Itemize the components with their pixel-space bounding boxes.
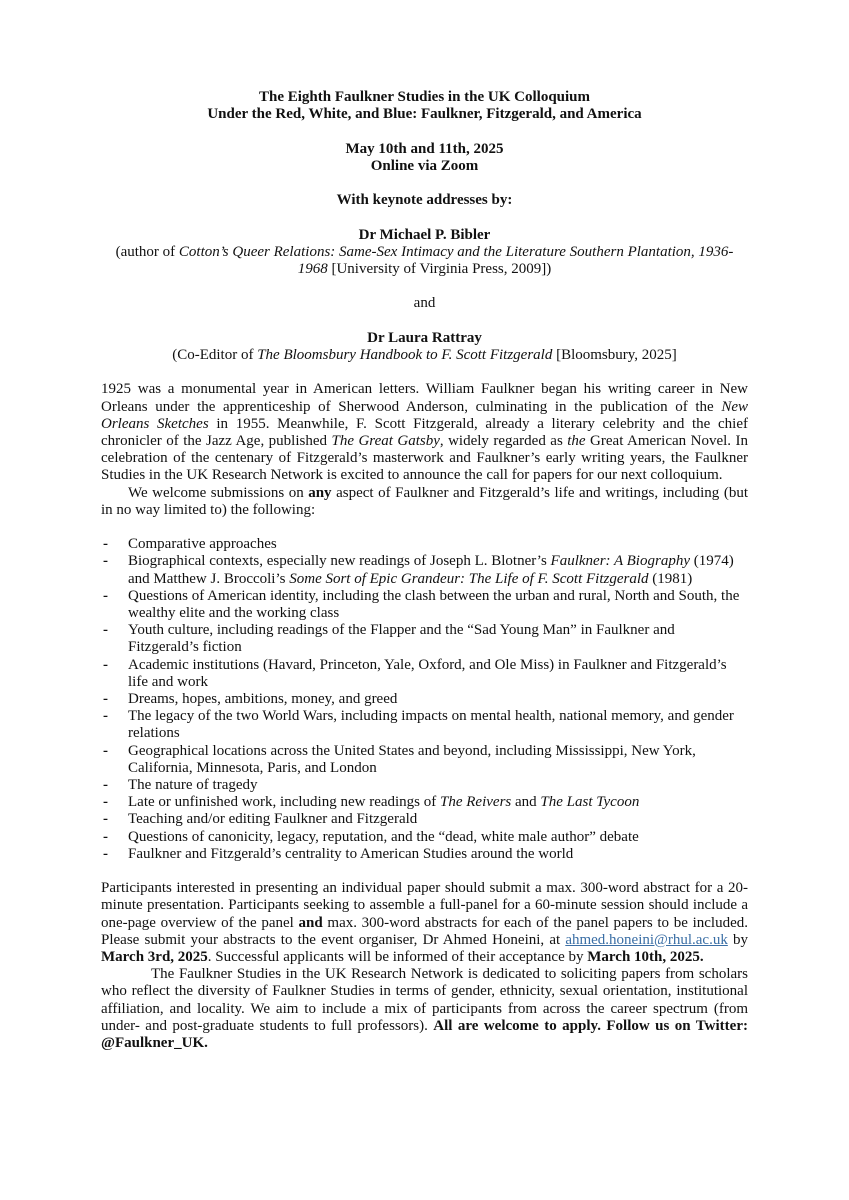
document-page bbox=[101, 89, 748, 1052]
topic-item bbox=[101, 691, 748, 708]
keynote-2-description bbox=[101, 347, 748, 364]
bold-text: All are welcome to apply. Follow us on Twitter: @Faulkner_UK. bbox=[101, 1017, 748, 1052]
topic-item bbox=[101, 829, 748, 846]
bullet-dash-icon: - bbox=[103, 708, 108, 725]
bullet-dash-icon: - bbox=[103, 828, 108, 845]
bold-text: any bbox=[308, 484, 332, 501]
bullet-dash-icon: - bbox=[103, 622, 108, 639]
email-link[interactable]: ahmed.honeini@rhul.ac.uk bbox=[565, 931, 728, 948]
text-segment: Dreams, hopes, ambitions, money, and greed bbox=[128, 691, 398, 707]
diversity-paragraph bbox=[101, 966, 748, 1052]
text-segment: and bbox=[511, 794, 541, 811]
text-segment: The legacy of the two World Wars, including impacts on mental health, national memory, and gender relations bbox=[128, 708, 734, 742]
text-segment: (author of bbox=[115, 243, 179, 260]
bullet-dash-icon: - bbox=[103, 536, 108, 553]
italic-text: the bbox=[567, 432, 586, 449]
italic-text: The Bloomsbury Handbook to F. Scott Fitzgerald bbox=[257, 346, 553, 363]
topic-item bbox=[101, 846, 748, 863]
bullet-dash-icon: - bbox=[103, 777, 108, 794]
and-separator: and bbox=[413, 295, 436, 312]
italic-text: The Great Gatsby bbox=[331, 432, 440, 449]
bullet-dash-icon: - bbox=[103, 691, 108, 707]
text-segment: . Successful applicants will be informed of their acceptance by bbox=[207, 949, 588, 966]
text-segment: [University of Virginia Press, 2009]) bbox=[327, 260, 552, 277]
text-segment: (1974) and Matthew J. Broccoli’s bbox=[128, 553, 734, 587]
bullet-dash-icon: - bbox=[103, 656, 108, 673]
text-segment: in 1955. Meanwhile, F. Scott Fitzgerald, already a literary celebrity and the chief chronicler of the Jazz Age, published bbox=[101, 415, 749, 449]
bold-text: and bbox=[298, 914, 323, 931]
text-segment: Teaching and/or editing Faulkner and Fitzgerald bbox=[128, 811, 418, 828]
text-segment: Comparative approaches bbox=[128, 536, 277, 553]
text-segment: Geographical locations across the United States and beyond, including Mississippi, New York, California, Minnesota, Paris, and London bbox=[128, 742, 696, 776]
event-date: May 10th and 11th, 2025 bbox=[345, 140, 504, 157]
event-title bbox=[101, 89, 748, 123]
topic-item bbox=[101, 536, 748, 553]
text-segment: Participants interested in presenting an individual paper should submit a max. 300-word abstract for a 20-minute presentation. Participants seeking to assemble a full-panel for a 60-minute session should include a one-page overview of the panel bbox=[101, 880, 748, 931]
topic-item bbox=[101, 622, 748, 656]
topic-item bbox=[101, 708, 748, 742]
text-segment: Questions of American identity, including the clash between the urban and rural, North and South, the wealthy elite and the working class bbox=[128, 587, 740, 621]
keynote-2-name: Dr Laura Rattray bbox=[367, 329, 482, 346]
bullet-dash-icon: - bbox=[103, 587, 108, 604]
text-segment: aspect of Faulkner and Fitzgerald’s life and writings, including (but in no way limited to) the following: bbox=[101, 484, 748, 518]
text-segment: The Faulkner Studies in the UK Research Network is dedicated to soliciting papers from scholars who reflect the diversity of Faulkner Studies in terms of gender, ethnicity, sexual orientation, institutional affiliation, and locality. We aim to include a mix of participants from across the career spectrum (from under- and post-graduate students to full professors). bbox=[101, 966, 748, 1034]
topic-item bbox=[101, 553, 748, 587]
title-line-2: Under the Red, White, and Blue: Faulkner, Fitzgerald, and America bbox=[207, 106, 642, 123]
event-venue: Online via Zoom bbox=[370, 157, 479, 174]
bullet-dash-icon: - bbox=[103, 811, 108, 828]
bold-text: March 3rd, 2025 bbox=[101, 949, 208, 966]
italic-text: Faulkner: A Biography bbox=[550, 553, 690, 570]
text-segment: [Bloomsbury, 2025] bbox=[552, 346, 677, 363]
italic-text: New Orleans Sketches bbox=[101, 398, 748, 432]
topic-item bbox=[101, 794, 748, 811]
bold-text: March 10th, 2025. bbox=[587, 949, 704, 966]
keynote-intro: With keynote addresses by: bbox=[336, 192, 513, 209]
topic-item bbox=[101, 811, 748, 828]
topic-item bbox=[101, 777, 748, 794]
italic-text: Some Sort of Epic Grandeur: The Life of F. Scott Fitzgerald bbox=[289, 570, 649, 587]
welcome-paragraph bbox=[101, 485, 748, 519]
text-segment: Great American Novel. In celebration of the centenary of Fitzgerald’s masterwork and Faulkner’s early writing years, the Faulkner Studies in the UK Research Network is excited to announce the call for papers for our next colloquium. bbox=[101, 432, 748, 484]
topic-item bbox=[101, 588, 748, 622]
bullet-dash-icon: - bbox=[103, 845, 108, 862]
text-segment: Biographical contexts, especially new readings of Joseph L. Blotner’s bbox=[128, 553, 551, 570]
text-segment: by bbox=[727, 931, 749, 948]
bullet-dash-icon: - bbox=[103, 794, 108, 811]
bullet-dash-icon: - bbox=[103, 553, 108, 570]
italic-text: Cotton’s Queer Relations: Same-Sex Intimacy and the Literature Southern Plantation, 1936-1968 bbox=[178, 243, 734, 277]
topic-item bbox=[101, 743, 748, 777]
italic-text: The Reivers bbox=[440, 794, 512, 811]
text-segment: Late or unfinished work, including new readings of bbox=[128, 794, 441, 811]
keynote-1-name: Dr Michael P. Bibler bbox=[358, 226, 491, 243]
topics-list bbox=[101, 536, 748, 863]
italic-text: The Last Tycoon bbox=[540, 794, 640, 811]
text-segment: (Co-Editor of bbox=[172, 346, 258, 363]
bullet-dash-icon: - bbox=[103, 742, 108, 759]
topic-item bbox=[101, 657, 748, 691]
text-segment: , widely regarded as bbox=[439, 432, 568, 449]
intro-paragraph bbox=[101, 381, 748, 484]
text-segment: 1925 was a monumental year in American letters. William Faulkner began his writing career in New Orleans under the apprenticeship of Sherwood Anderson, culminating in the publication of the bbox=[101, 381, 748, 415]
text-segment: max. 300-word abstracts for each of the panel papers to be included. Please submit your abstracts to the event organiser, Dr Ahmed Honeini, at bbox=[101, 914, 748, 948]
text-segment: The nature of tragedy bbox=[128, 777, 258, 794]
text-segment: (1981) bbox=[648, 570, 693, 587]
text-segment: Faulkner and Fitzgerald’s centrality to American Studies around the world bbox=[128, 845, 574, 862]
text-segment: Youth culture, including readings of the Flapper and the “Sad Young Man” in Faulkner and Fitzgerald’s fiction bbox=[128, 622, 675, 656]
keynote-1-description bbox=[101, 244, 748, 278]
text-segment: Academic institutions (Havard, Princeton, Yale, Oxford, and Ole Miss) in Faulkner and Fitzgerald’s life and work bbox=[128, 656, 727, 690]
text-segment: Questions of canonicity, legacy, reputation, and the “dead, white male author” debate bbox=[128, 828, 639, 845]
submission-paragraph bbox=[101, 880, 748, 966]
text-segment: We welcome submissions on bbox=[128, 484, 309, 501]
title-line-1: The Eighth Faulkner Studies in the UK Colloquium bbox=[258, 89, 591, 105]
event-details bbox=[101, 141, 748, 175]
